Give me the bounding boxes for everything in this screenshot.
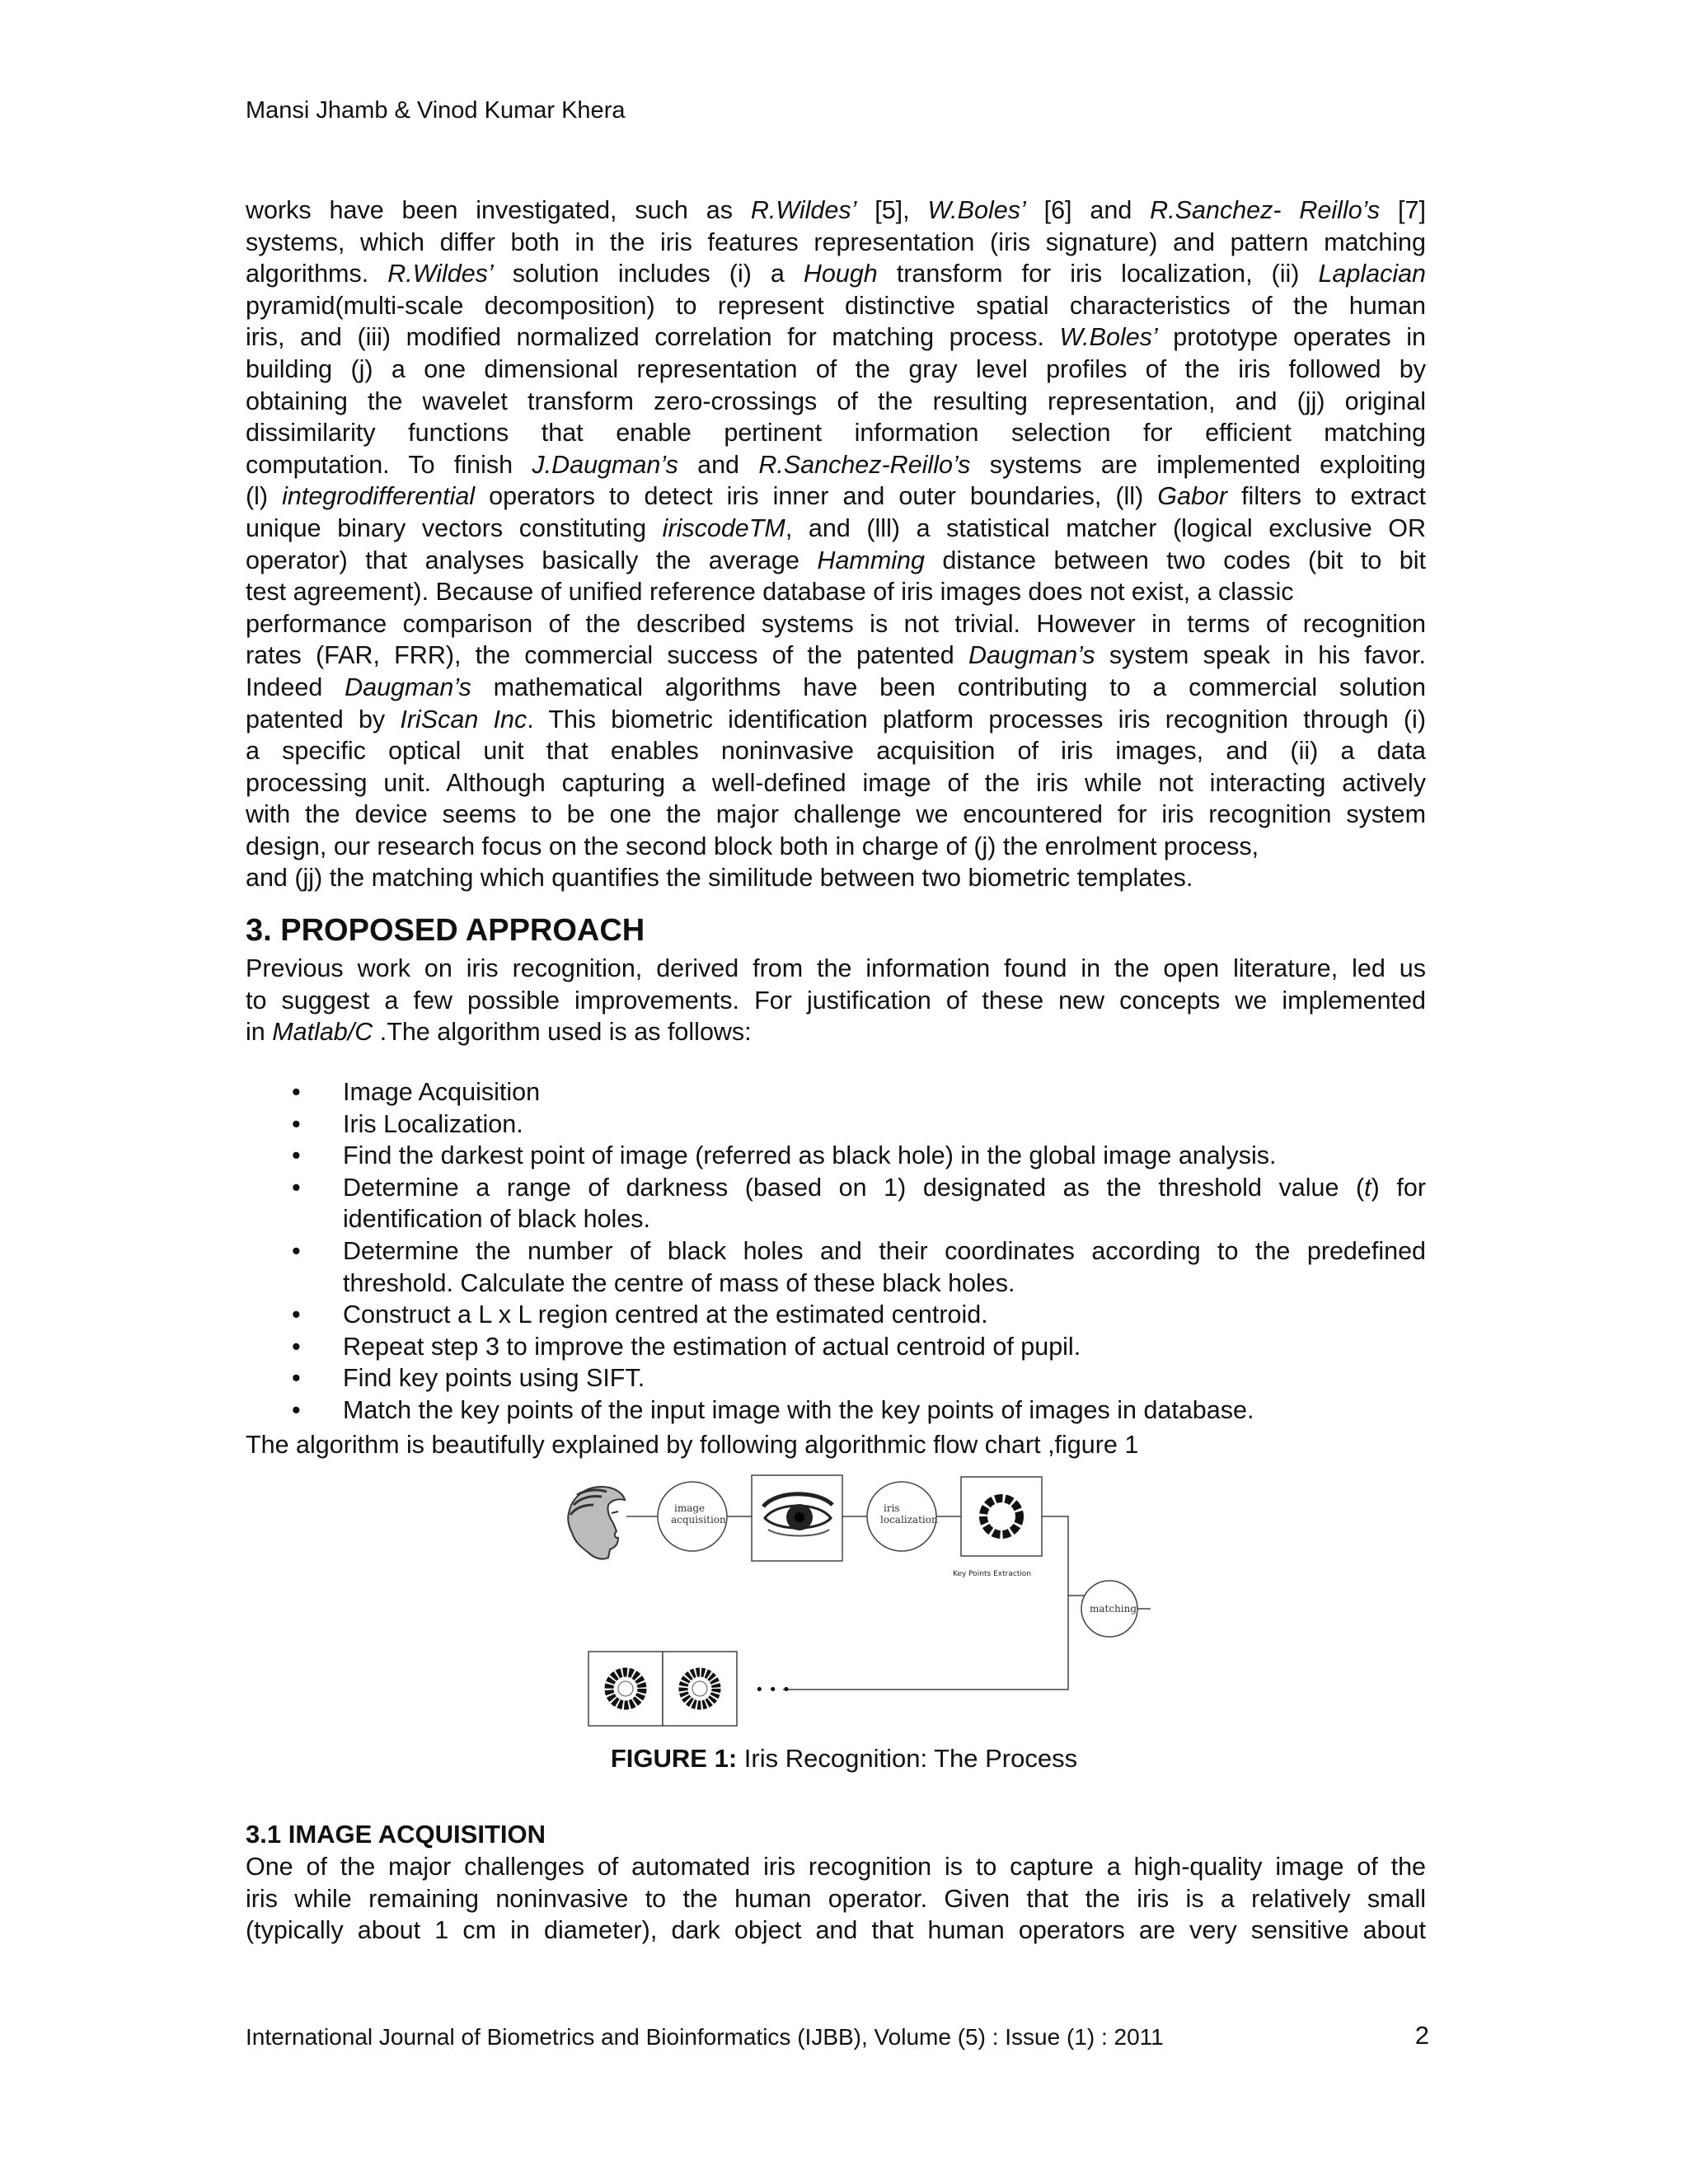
italic-term: Daugman’s [968,641,1095,670]
list-item [292,1076,1426,1108]
list-item [292,1108,1426,1141]
text-line: processing unit. Although capturing a well-defined image of the iris while not interacting actively [246,768,1426,797]
paragraph-flowchart-intro [246,1429,1426,1461]
text-line: computation. To finish J.Daugman’s and R.Sanchez-Reillo’s systems are implemented exploiting [246,450,1426,479]
text-line: pyramid(multi-scale decomposition) to represent distinctive spatial characteristics of the human [246,291,1426,320]
italic-term: iriscodeTM [662,513,785,542]
text-line: patented by IriScan Inc. This biometric identification platform processes iris recognition through (i) [246,705,1426,733]
bullet-dot: • [292,1364,301,1393]
italic-term: Hough [803,260,878,288]
list-item [292,1331,1426,1363]
text-line: design, our research focus on the second block both in charge of (j) the enrolment process, [246,832,1259,860]
bullet-dot: • [292,1141,301,1170]
list-item [292,1299,1426,1331]
node-label-image: image [674,1502,706,1514]
text-line: Find the darkest point of image (referred as black hole) in the global image analysis. [343,1141,1277,1170]
section-title-proposed-approach: 3. PROPOSED APPROACH [246,913,645,948]
text-line: (l) integrodifferential operators to detect iris inner and outer boundaries, (ll) Gabor filters to extract [246,482,1426,511]
list-item [292,1172,1426,1235]
text-line: iris while remaining noninvasive to the human operator. Given that the iris is a relatively small [246,1884,1426,1913]
text-line: and (jj) the matching which quantifies the similitude between two biometric templates. [246,864,1193,893]
text-line: obtaining the wavelet transform zero-crossings of the resulting representation, and (jj) original [246,387,1426,415]
italic-term: R.Wildes’ [750,196,857,224]
text-line: works have been investigated, such as R.Wildes’ [5], W.Boles’ [6] and R.Sanchez- Reillo’s [7] [246,196,1426,224]
text-line: Repeat step 3 to improve the estimation of actual centroid of pupil. [343,1332,1081,1361]
figure-caption [0,1744,1688,1774]
subsection-title-image-acquisition: 3.1 IMAGE ACQUISITION [246,1820,546,1849]
figure-ellipsis: • • • [755,1681,791,1699]
italic-term: W.Boles’ [927,196,1026,224]
bullet-dot: • [292,1078,301,1106]
italic-term: integrodifferential [282,482,476,511]
bullet-dot: • [292,1301,301,1329]
text-line: operator) that analyses basically the average Hamming distance between two codes (bit to bit [246,546,1426,574]
iris-recognition-flowchart [560,1472,1154,1732]
text-line: Indeed Daugman’s mathematical algorithms have been contributing to a commercial solution [246,673,1426,701]
bullet-dot: • [292,1173,301,1202]
text-line: test agreement). Because of unified reference database of iris images does not exist, a classic [246,578,1294,607]
node-label-matching: matching [1090,1603,1137,1615]
text-line: iris, and (iii) modified normalized correlation for matching process. W.Boles’ prototype operates in [246,323,1426,352]
bullet-dot: • [292,1395,301,1424]
text-line: unique binary vectors constituting iriscodeTM, and (lll) a statistical matcher (logical exclusive OR [246,513,1426,542]
italic-term: Gabor [1157,482,1228,511]
face-sketch-icon [568,1487,625,1559]
figure-caption-label: FIGURE 1: [610,1744,738,1773]
text-line: Determine the number of black holes and their coordinates according to the predefined [343,1236,1426,1265]
text-line: threshold. Calculate the centre of mass of these black holes. [343,1268,1015,1297]
paragraph-proposed-approach [246,953,1426,1048]
text-line: with the device seems to be one the major challenge we encountered for iris recognition system [246,800,1426,829]
list-item [292,1362,1426,1394]
italic-term: Matlab/C [272,1018,373,1047]
bullet-dot: • [292,1332,301,1361]
list-item [292,1394,1426,1427]
italic-term: IriScan Inc [400,705,528,733]
text-line: Image Acquisition [343,1078,541,1106]
bullet-dot: • [292,1109,301,1138]
text-line: Iris Localization. [343,1109,523,1138]
flowchart-intro-line: The algorithm is beautifully explained by following algorithmic flow chart ,figure 1 [246,1431,1139,1459]
text-line: rates (FAR, FRR), the commercial success of the patented Daugman’s system speak in his favor. [246,641,1426,670]
running-header: Mansi Jhamb & Vinod Kumar Khera [246,97,626,124]
list-item [292,1235,1426,1299]
paragraph-image-acquisition [246,1851,1426,1947]
figure-caption-text: Iris Recognition: The Process [737,1744,1078,1773]
page-number: 2 [1414,2021,1429,2050]
italic-term: J.Daugman’s [532,450,678,479]
text-line: a specific optical unit that enables noninvasive acquisition of iris images, and (ii) a data [246,737,1426,766]
italic-term: t [1364,1173,1372,1202]
text-line: Find key points using SIFT. [343,1364,645,1393]
italic-term: Laplacian [1318,260,1426,288]
text-line: algorithms. R.Wildes’ solution includes (i) a Hough transform for iris localization, (ii) Laplacian [246,260,1426,288]
text-line: Match the key points of the input image with the key points of images in database. [343,1395,1254,1424]
node-label-localization: localization [880,1514,938,1526]
paragraph-related-work [246,194,1426,894]
key-points-extraction-label: Key Points Extraction [953,1570,1032,1578]
text-line: in Matlab/C .The algorithm used is as follows: [246,1018,752,1047]
italic-term: Hamming [817,546,925,574]
text-line: identification of black holes. [343,1205,650,1234]
italic-term: R.Sanchez-Reillo’s [758,450,971,479]
algorithm-step-list [292,1076,1426,1427]
text-line: systems, which differ both in the iris features representation (iris signature) and pattern matching [246,227,1426,256]
list-item [292,1140,1426,1172]
node-label-iris: iris [884,1502,900,1514]
bullet-dot: • [292,1236,301,1265]
text-line: (typically about 1 cm in diameter), dark object and that human operators are very sensitive about [246,1916,1426,1945]
journal-footer: International Journal of Biometrics and Bioinformatics (IJBB), Volume (5) : Issue (1) : 2011 [246,2024,1164,2050]
italic-term: R.Sanchez- Reillo’s [1150,196,1381,224]
text-line: Construct a L x L region centred at the estimated centroid. [343,1301,988,1329]
text-line: Previous work on iris recognition, derived from the information found in the open literature, led us [246,954,1426,982]
node-label-acquisition: acquisition [671,1514,726,1526]
italic-term: R.Wildes’ [387,260,494,288]
text-line: dissimilarity functions that enable pertinent information selection for efficient matching [246,419,1426,448]
italic-term: Daugman’s [345,673,471,701]
text-line: One of the major challenges of automated iris recognition is to capture a high-quality image of the [246,1853,1426,1881]
text-line: performance comparison of the described systems is not trivial. However in terms of recognition [246,609,1426,638]
text-line: building (j) a one dimensional representation of the gray level profiles of the iris followed by [246,354,1426,383]
text-line: to suggest a few possible improvements. For justification of these new concepts we implemented [246,986,1426,1015]
text-line: Determine a range of darkness (based on 1) designated as the threshold value (t) for [343,1173,1426,1202]
italic-term: W.Boles’ [1059,323,1158,352]
